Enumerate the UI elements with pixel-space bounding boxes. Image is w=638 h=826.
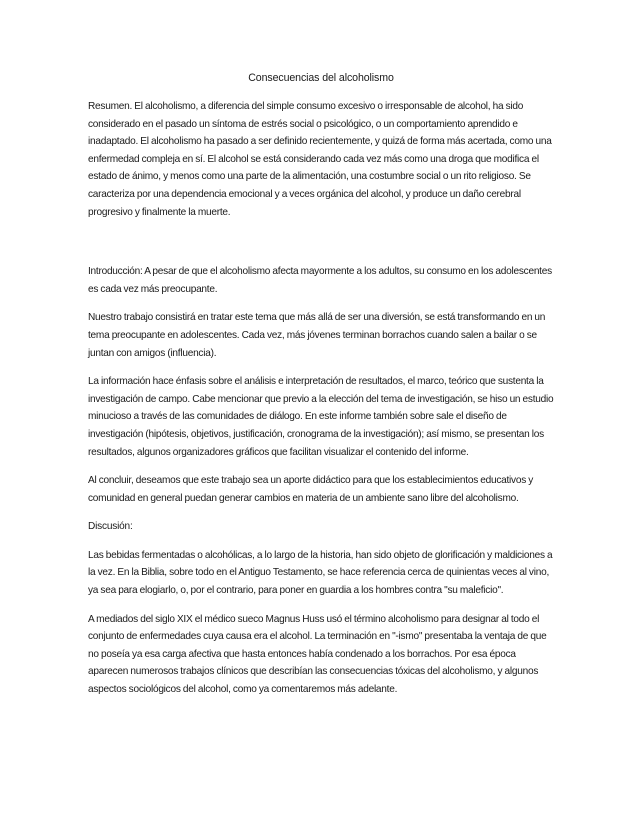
paragraph-resumen: Resumen. El alcoholismo, a diferencia del simple consumo excesivo o irresponsable de alcohol, ha sido considerado en el pasado un síntoma de estrés social o psicológico, o un comportamiento aprendido e inadaptado. El alcoholismo ha pasado a ser definido recientemente, y quizá de forma más acertada, como una enfermedad compleja en sí. El alcohol se está considerando cada vez más como una droga que modifica el estado de ánimo, y menos como una parte de la alimentación, una costumbre social o un rito religioso. Se caracteriza por una dependencia emocional y a veces orgánica del alcohol, y produce un daño cerebral progresivo y finalmente la muerte. bbox=[88, 101, 552, 218]
paragraph-introduccion: Introducción: A pesar de que el alcoholismo afecta mayormente a los adultos, su consumo en los adolescentes es cada vez más preocupante. bbox=[88, 266, 552, 295]
paragraph-trabajo: Nuestro trabajo consistirá en tratar este tema que más allá de ser una diversión, se está transformando en un tema preocupante en adolescentes. Cada vez, más jóvenes terminan borrachos cuando salen a bailar o se juntan con amigos (influencia). bbox=[88, 312, 546, 359]
paragraph-mediados: A mediados del siglo XIX el médico sueco Magnus Huss usó el término alcoholismo para designar al todo el conjunto de enfermedades cuya causa era el alcohol. La terminación en "-ismo" presentaba la ventaja de que no poseía ya esa carga afectiva que hasta entonces había condenado a los borrachos. Por esa época aparecen numerosos trabajos clínicos que describían las consecuencias tóxicas del alcoholismo, y algunos aspectos sociológicos del alcohol, como ya comentaremos más adelante. bbox=[88, 613, 547, 696]
paragraph-bebidas: Las bebidas fermentadas o alcohólicas, a lo largo de la historia, han sido objeto de glorificación y maldiciones a la vez. En la Biblia, sobre todo en el Antiguo Testamento, se hace referencia cerca de quinientas veces al vino, ya sea para elogiarlo, o, por el contrario, para poner en guardia a los hombres contra "su maleficio". bbox=[88, 549, 553, 597]
paragraph-informacion: La información hace énfasis sobre el análisis e interpretación de resultados, el marco, teórico que sustenta la investigación de campo. Cabe mencionar que previo a la elección del tema de investigación, se hiso un estudio minucioso a través de las comunidades de diálogo. En este informe también sobre sale el diseño de investigación (hipótesis, objetivos, justificación, cronograma de la investigación); así mismo, se presentan los resultados, algunos organizadores gráficos que facilitan visualizar el contenido del informe. bbox=[88, 376, 554, 458]
discusion-heading: Discusión: bbox=[88, 521, 133, 533]
document-title: Consecuencias del alcoholismo bbox=[248, 72, 394, 84]
paragraph-concluir: Al concluir, deseamos que este trabajo sea un aporte didáctico para que los establecimientos educativos y comunidad en general puedan generar cambios en materia de un ambiente sano libre del alcoholismo. bbox=[88, 475, 534, 504]
